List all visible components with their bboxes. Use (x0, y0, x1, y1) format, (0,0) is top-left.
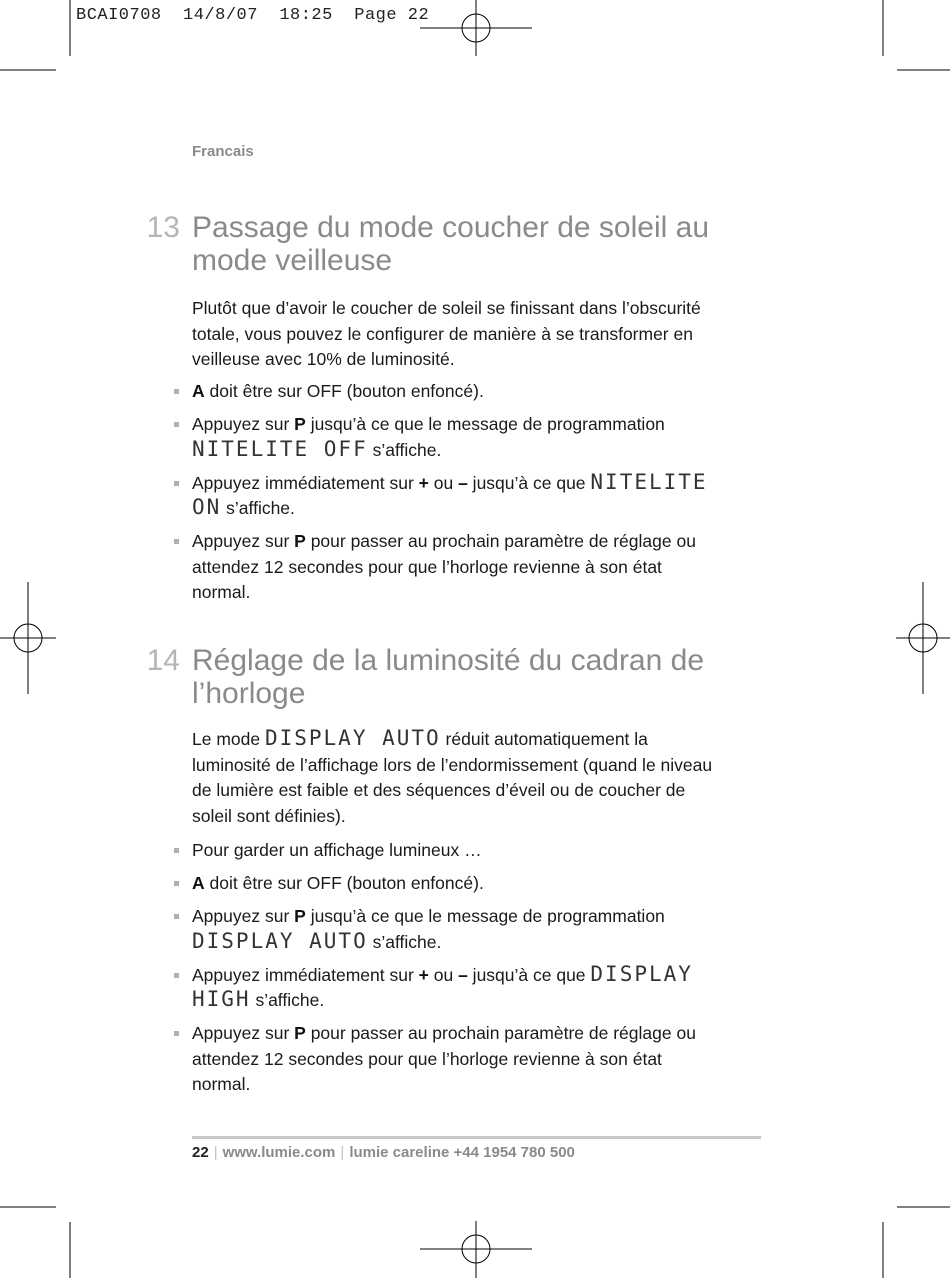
step-text: ou (428, 964, 459, 985)
bullet-square (174, 914, 179, 919)
step-text: normal. (192, 582, 251, 602)
bullet-square (174, 422, 179, 427)
key-label: – (458, 964, 468, 985)
section-13-title-line2: mode veilleuse (192, 244, 393, 277)
footer (192, 1144, 575, 1161)
lcd-message: HIGH (192, 987, 251, 1011)
bullet-square (174, 539, 179, 544)
lcd-message: NITELITE OFF (192, 436, 368, 461)
printer-slug: BCAI0708 14/8/07 18:25 Page 22 (76, 6, 430, 25)
lcd-message: NITELITE (590, 469, 708, 494)
step-item (172, 379, 767, 405)
step-item (172, 904, 767, 955)
step-text: s’affiche. (367, 439, 442, 460)
footer-separator: | (340, 1144, 345, 1161)
key-label: – (458, 472, 468, 493)
footer-separator: | (213, 1144, 218, 1161)
section-13-title (192, 211, 762, 277)
footer-website-link[interactable]: www.lumie.com (222, 1144, 336, 1161)
section-14-title-line1: Réglage de la luminosité du cadran de (192, 644, 705, 677)
step-item (172, 838, 767, 864)
key-label: A (192, 873, 205, 893)
step-text: Appuyez sur (192, 1023, 295, 1043)
step-text: s’affiche. (367, 931, 442, 952)
section-13-number: 13 (146, 211, 180, 244)
step-text: jusqu’à ce que le message de programmation (305, 906, 665, 926)
section-13-intro (192, 296, 767, 373)
step-text: jusqu’à ce que (467, 964, 591, 985)
step-text: jusqu’à ce que le message de programmation (305, 414, 665, 434)
step-text: jusqu’à ce que (467, 472, 591, 493)
section-14-number: 14 (146, 644, 180, 677)
intro-line (192, 727, 767, 753)
intro-line: luminosité de l’affichage lors de l’endormissement (quand le niveau (192, 754, 713, 775)
step-item (172, 963, 767, 1014)
intro-line: de lumière est faible et des séquences d’éveil ou de coucher de (192, 780, 686, 800)
key-label: P (294, 906, 306, 926)
step-text: Appuyez immédiatement sur (192, 472, 419, 493)
intro-line: soleil sont définies). (192, 805, 346, 826)
footer-rule (192, 1136, 761, 1139)
bullet-square (174, 389, 179, 394)
section-14-title (192, 644, 762, 710)
key-label: + (418, 472, 429, 493)
step-text: attendez 12 secondes pour que l’horloge revienne à son état (192, 1048, 662, 1069)
step-item (172, 412, 767, 463)
step-item (172, 871, 767, 897)
key-label: A (192, 381, 205, 401)
page-number: 22 (192, 1144, 209, 1161)
step-text: Appuyez immédiatement sur (192, 964, 419, 985)
section-13-steps (172, 379, 767, 613)
lcd-message: DISPLAY AUTO (192, 928, 368, 953)
registration-mark-bottom (420, 1221, 532, 1278)
intro-line: Plutôt que d’avoir le coucher de soleil se finissant dans l’obscurité (192, 298, 701, 318)
language-label: Francais (192, 143, 254, 160)
bullet-square (174, 848, 179, 853)
step-text: Pour garder un affichage lumineux … (192, 840, 482, 860)
section-14-title-line2: l’horloge (192, 677, 306, 710)
bullet-square (174, 481, 179, 486)
key-label: + (418, 964, 429, 985)
step-text: pour passer au prochain paramètre de réglage ou (305, 531, 696, 551)
key-label: P (294, 531, 306, 551)
intro-line: veilleuse avec 10% de luminosité. (192, 349, 455, 369)
step-text: normal. (192, 1074, 251, 1094)
registration-mark-left (0, 582, 56, 694)
step-text: Appuyez sur (192, 414, 295, 434)
step-item (172, 529, 767, 606)
footer-careline: lumie careline +44 1954 780 500 (349, 1144, 575, 1161)
step-text: Appuyez sur (192, 531, 295, 551)
registration-mark-top (420, 0, 532, 56)
step-text: s’affiche. (221, 498, 295, 518)
registration-mark-right (896, 582, 950, 694)
bullet-square (174, 973, 179, 978)
step-text: pour passer au prochain paramètre de réglage ou (305, 1023, 696, 1043)
section-14-steps (172, 838, 767, 1105)
intro-text: réduit automatiquement la (440, 729, 648, 749)
bullet-square (174, 1031, 179, 1036)
section-14-intro (192, 727, 767, 829)
step-text: Appuyez sur (192, 906, 295, 926)
step-item (172, 1021, 767, 1098)
lcd-message: ON (192, 495, 222, 519)
bullet-square (174, 881, 179, 886)
step-text: s’affiche. (250, 990, 325, 1010)
lcd-message: DISPLAY AUTO (264, 726, 441, 750)
intro-text: Le mode (192, 729, 265, 749)
step-text: doit être sur OFF (bouton enfoncé). (204, 381, 484, 401)
key-label: P (294, 414, 306, 434)
step-text: doit être sur OFF (bouton enfoncé). (204, 873, 484, 893)
intro-line: totale, vous pouvez le configurer de manière à se transformer en (192, 323, 693, 344)
lcd-message: DISPLAY (590, 961, 693, 986)
section-13-title-line1: Passage du mode coucher de soleil au (192, 211, 710, 244)
step-item (172, 471, 767, 522)
key-label: P (294, 1023, 306, 1043)
step-text: attendez 12 secondes pour que l’horloge revienne à son état (192, 556, 662, 577)
step-text: ou (428, 472, 459, 493)
